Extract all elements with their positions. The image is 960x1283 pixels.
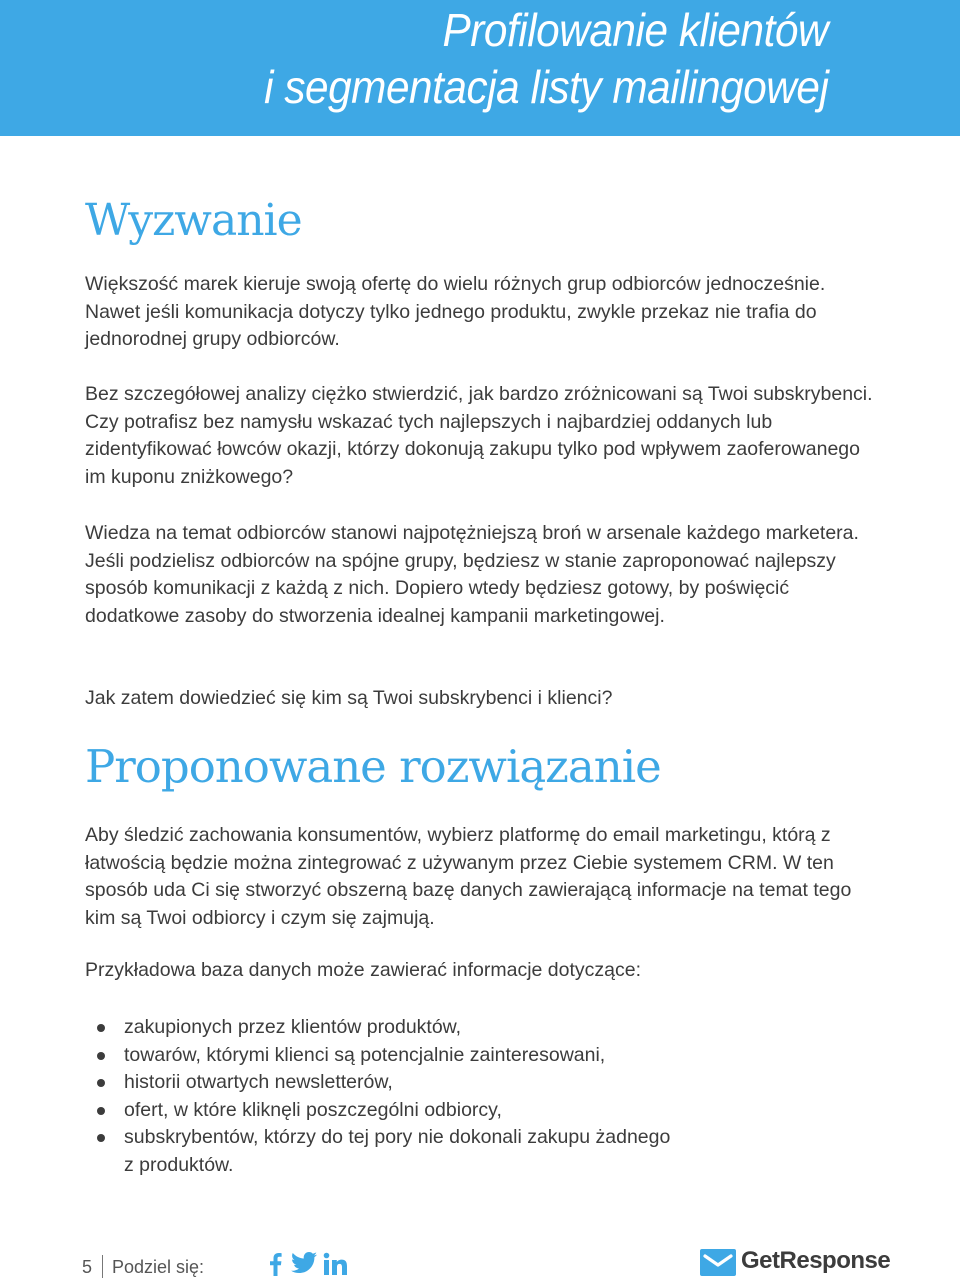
list-item-text: zakupionych przez klientów produktów, bbox=[124, 1016, 462, 1038]
header-banner bbox=[0, 0, 960, 136]
page-footer bbox=[0, 1245, 960, 1283]
challenge-paragraph-2: Bez szczegółowej analizy ciężko stwierdzić, jak bardzo zróżnicowani są Twoi subskrybenci. Czy potrafisz bez namysłu wskazać tych najlepszych i najbardziej oddanych lub zidentyfikować łowców okazji, którzy dokonują zakupu tylko pod wpływem zaoferowanego im kuponu zniżkowego? bbox=[85, 383, 873, 488]
envelope-logo-icon bbox=[700, 1249, 736, 1276]
list-item-text: towarów, którymi klienci są potencjalnie zainteresowani, bbox=[124, 1043, 606, 1066]
list-item bbox=[85, 1097, 885, 1125]
challenge-question: Jak zatem dowiedzieć się kim są Twoi subskrybenci i klienci? bbox=[85, 687, 613, 709]
challenge-paragraph-3: Wiedza na temat odbiorców stanowi najpotężniejszą broń w arsenale każdego marketera. Jeśli podzielisz odbiorców na spójne grupy, będziesz w stanie zaproponować najlepszy sposób komunikacji z każdą z nich. Dopiero wtedy będziesz gotowy, by poświęcić dodatkowe zasoby do stworzenia idealnej kampanii marketingowej. bbox=[85, 522, 859, 627]
share-label: Podziel się: bbox=[112, 1257, 205, 1277]
facebook-icon[interactable] bbox=[267, 1252, 283, 1276]
solution-paragraph-2: Przykładowa baza danych może zawierać informacje dotyczące: bbox=[85, 959, 642, 981]
list-item bbox=[85, 1069, 885, 1097]
page-number: 5 bbox=[82, 1257, 93, 1277]
section-heading-challenge: Wyzwanie bbox=[85, 195, 302, 246]
page-title-line-1: Profilowanie klientów bbox=[442, 4, 828, 56]
database-info-list bbox=[85, 1014, 885, 1179]
footer-divider bbox=[102, 1255, 103, 1278]
list-item-text: ofert, w które kliknęli poszczególni odbiorcy, bbox=[124, 1098, 502, 1121]
list-item bbox=[85, 1042, 885, 1070]
bullet-icon bbox=[97, 1079, 105, 1087]
bullet-icon bbox=[97, 1134, 105, 1142]
page-title-line-2: i segmentacja listy mailingowej bbox=[263, 61, 828, 113]
list-item bbox=[85, 1124, 885, 1179]
linkedin-icon[interactable] bbox=[323, 1252, 347, 1276]
bullet-icon bbox=[97, 1052, 105, 1060]
section-heading-solution: Proponowane rozwiązanie bbox=[85, 740, 661, 793]
list-item-text: subskrybentów, którzy do tej pory nie dokonali zakupu żadnego z produktów. bbox=[124, 1126, 671, 1176]
bullet-icon bbox=[97, 1024, 105, 1032]
bullet-icon bbox=[97, 1107, 105, 1115]
solution-paragraph-1: Aby śledzić zachowania konsumentów, wybierz platformę do email marketingu, którą z łatwością będzie można zintegrować z używanym przez Ciebie systemem CRM. W ten sposób uda Ci się stworzyć obszerną bazę danych zawierającą informacje na temat tego kim są Twoi odbiorcy i czym się zajmują. bbox=[85, 824, 852, 929]
twitter-icon[interactable] bbox=[291, 1252, 317, 1274]
logo-wordmark: GetResponse bbox=[741, 1247, 891, 1274]
getresponse-logo bbox=[700, 1245, 891, 1279]
list-item bbox=[85, 1014, 885, 1042]
list-item-text: historii otwartych newsletterów, bbox=[124, 1071, 393, 1093]
challenge-paragraph-1: Większość marek kieruje swoją ofertę do wielu różnych grup odbiorców jednocześnie. Nawet jeśli komunikacja dotyczy tylko jednego produktu, zwykle przekaz nie trafia do jednorodnej grupy odbiorców. bbox=[85, 273, 826, 350]
